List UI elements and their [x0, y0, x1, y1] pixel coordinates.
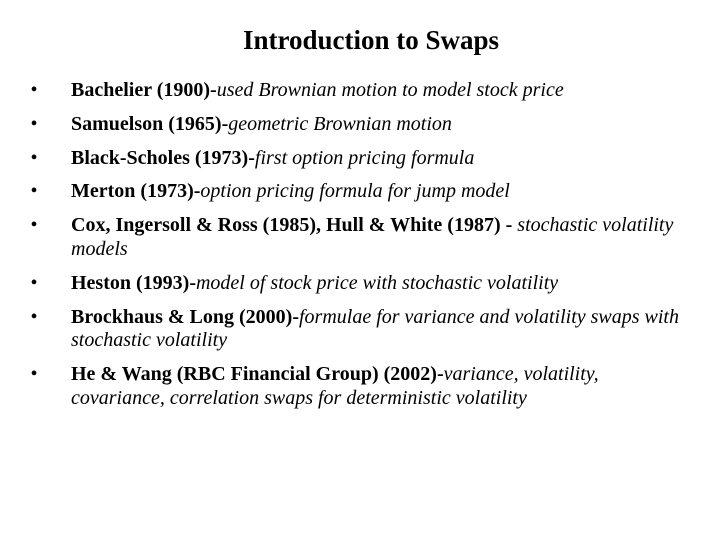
bullet-item [27, 180, 687, 204]
bullet-icon: • [30, 214, 38, 237]
bullet-description: stochastic volatility models [71, 214, 674, 260]
bullet-author: Samuelson (1965)- [71, 112, 229, 135]
bullet-icon: • [30, 79, 38, 101]
bullet-description: option pricing formula for jump model [200, 180, 510, 203]
bullet-icon: • [30, 112, 38, 135]
bullet-description: formulae for variance and volatility swaps with stochastic volatility [71, 305, 679, 352]
bullet-author: Black-Scholes (1973)- [71, 146, 255, 169]
bullet-author: Bachelier (1900)- [71, 79, 217, 101]
bullet-item [27, 79, 687, 103]
bullet-author: Merton (1973)- [71, 180, 201, 203]
bullet-description: model of stock price with stochastic volatility [195, 271, 559, 294]
bullet-author: He & Wang (RBC Financial Group) (2002)- [71, 363, 444, 386]
slide-title: Introduction to Swaps [242, 25, 500, 55]
bullet-description: used Brownian motion to model stock price [216, 79, 564, 101]
bullet-icon: • [30, 180, 38, 203]
bullet-item [27, 113, 687, 137]
bullet-item [27, 306, 687, 354]
bullet-author: Cox, Ingersoll & Ross (1985), Hull & White (1987) - [71, 214, 518, 237]
bullet-item [27, 147, 687, 171]
bullet-icon: • [30, 363, 38, 386]
bullet-item [27, 214, 687, 262]
bullet-icon: • [30, 146, 38, 169]
bullet-author: Heston (1993)- [71, 271, 196, 294]
bullet-description: first option pricing formula [254, 146, 475, 169]
bullet-item [27, 363, 687, 411]
bullet-icon: • [30, 271, 38, 294]
bullet-author: Brockhaus & Long (2000)- [71, 305, 299, 328]
bullet-list [27, 79, 687, 421]
bullet-description: geometric Brownian motion [228, 112, 452, 135]
bullet-icon: • [30, 305, 38, 328]
bullet-item [27, 272, 687, 296]
bullet-description: variance, volatility, covariance, correlation swaps for deterministic volatility [71, 363, 599, 409]
